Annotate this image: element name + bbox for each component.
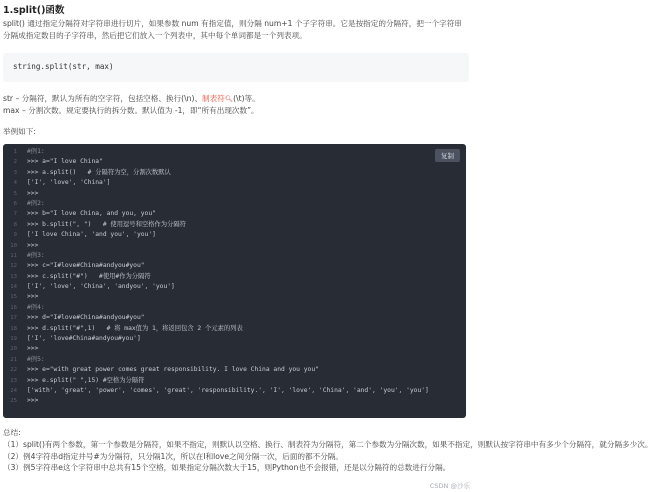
line-number: 24 xyxy=(10,387,17,394)
line-number: 8 xyxy=(13,221,17,228)
code-text: #例2: xyxy=(27,199,45,207)
code-text: >>> d.split("#",1) # 将 max值为 1，将返回包含 2 个元素的列表 xyxy=(27,324,243,332)
code-line xyxy=(3,241,466,251)
summary-item: （3）例5字符串e这个字符串中总共有15个空格，如果指定分隔次数大于15，则Python也不会报错，还是以分隔符的总数进行分隔。 xyxy=(3,463,451,473)
code-line xyxy=(3,355,466,365)
intro-paragraph: split() 通过指定分隔符对字符串进行切片，如果参数 num 有指定值，则分隔 num+1 个子字符串。它是按指定的分隔符，把一个字符串分隔成指定数目的子字符串，然后把它们放入一个列表中，其中每个单词都是一个列表项。 xyxy=(3,19,462,40)
line-number: 18 xyxy=(10,325,17,332)
code-lines xyxy=(3,147,466,407)
code-line xyxy=(3,282,466,292)
line-number: 3 xyxy=(13,169,17,176)
code-line xyxy=(3,147,466,157)
signature-code-block xyxy=(3,53,469,82)
line-number: 10 xyxy=(10,242,17,249)
watermark: CSDN @沙乐 xyxy=(429,482,470,490)
code-text: >>> e="with great power comes great responsibility. I love China and you you" xyxy=(27,366,319,374)
code-text: ['I', 'love#China#andyou#you'] xyxy=(27,335,141,343)
code-text: >>> xyxy=(27,345,39,353)
summary-item: （2）例4字符串d指定井号#为分隔符，只分隔1次，所以在I和love之间分隔一次，后面的都不分隔。 xyxy=(3,451,343,461)
code-line xyxy=(3,220,466,230)
line-number: 19 xyxy=(10,336,17,343)
code-text: >>> a.split() # 分隔符为空，分割次数默认 xyxy=(27,168,171,176)
section-heading: 1.split()函数 xyxy=(3,5,65,16)
code-line xyxy=(3,386,466,396)
search-icon[interactable]: 🔍︎ xyxy=(224,95,234,103)
code-text: >>> xyxy=(27,397,39,405)
code-text: #例4: xyxy=(27,303,45,311)
code-text: ['I', 'love', 'China', 'andyou', 'you'] xyxy=(27,283,175,291)
code-text: >>> e.split(" ",15) #空格为分隔符 xyxy=(27,376,145,384)
code-line xyxy=(3,272,466,282)
example-code-block xyxy=(3,144,466,418)
code-text: ['with', 'great', 'power', 'comes', 'great', 'responsibility.', 'I', 'love', 'China', 'and', 'you', 'you'] xyxy=(27,386,429,394)
param-str: str – 分隔符，默认为所有的空字符，包括空格、换行(\n)、制表符🔍︎(\t)等。 xyxy=(3,94,260,103)
code-text: ['I love China', 'and you', 'you'] xyxy=(27,231,156,239)
code-text: ['I', 'love', 'China'] xyxy=(27,179,111,187)
summary-item: （1）split()有两个参数，第一个参数是分隔符，如果不指定，则默认以空格、换行、制表符为分隔符，第二个参数为分隔次数，如果不指定，则默认按字符串中有多少个分隔符，就分隔多少次。 xyxy=(3,439,652,449)
code-line xyxy=(3,209,466,219)
line-number: 14 xyxy=(10,284,17,291)
code-text: #例5: xyxy=(27,355,45,363)
code-line xyxy=(3,251,466,261)
code-line xyxy=(3,178,466,188)
code-line xyxy=(3,199,466,209)
code-text: >>> b="I love China, and you, you" xyxy=(27,210,156,218)
code-line xyxy=(3,313,466,323)
keyword-link-tab[interactable]: 制表符 xyxy=(202,94,225,103)
line-number: 13 xyxy=(10,273,17,280)
code-text: >>> c="I#love#China#andyou#you" xyxy=(27,262,145,270)
line-number: 22 xyxy=(10,367,17,374)
code-line xyxy=(3,230,466,240)
code-line xyxy=(3,396,466,406)
line-number: 15 xyxy=(10,294,17,301)
code-line xyxy=(3,376,466,386)
line-number: 21 xyxy=(10,356,17,363)
line-number: 6 xyxy=(13,200,17,207)
line-number: 5 xyxy=(13,190,17,197)
code-line xyxy=(3,303,466,313)
code-text: >>> xyxy=(27,189,39,197)
code-text: #例3: xyxy=(27,251,45,259)
code-text: >>> xyxy=(27,293,39,301)
code-line xyxy=(3,157,466,167)
line-number: 9 xyxy=(13,232,17,239)
code-line xyxy=(3,324,466,334)
summary-title: 总结: xyxy=(3,428,21,437)
summary-section xyxy=(3,427,652,474)
params-description xyxy=(3,93,469,117)
param-max: max – 分割次数。规定要执行的拆分数。默认值为 -1，即“所有出现次数”。 xyxy=(3,106,259,115)
line-number: 4 xyxy=(13,180,17,187)
line-number: 25 xyxy=(10,398,17,405)
code-text: #例1: xyxy=(27,148,45,155)
code-text: >>> b.split(", ") # 使用逗号和空格作为分隔符 xyxy=(27,220,186,228)
code-line xyxy=(3,261,466,271)
code-text: >>> a="I love China" xyxy=(27,158,103,166)
line-number: 12 xyxy=(10,263,17,270)
code-line xyxy=(3,292,466,302)
code-line xyxy=(3,168,466,178)
code-line xyxy=(3,334,466,344)
line-number: 23 xyxy=(10,377,17,384)
line-number: 17 xyxy=(10,315,17,322)
code-text: >>> xyxy=(27,241,39,249)
code-text: >>> c.split("#") #使用#作为分隔符 xyxy=(27,272,151,280)
example-label: 举例如下: xyxy=(3,127,36,136)
code-line xyxy=(3,344,466,354)
code-text: >>> d="I#love#China#andyou#you" xyxy=(27,314,145,322)
line-number: 1 xyxy=(13,149,17,155)
code-line xyxy=(3,365,466,375)
line-number: 2 xyxy=(13,159,17,166)
line-number: 7 xyxy=(13,211,17,218)
copy-button[interactable]: 复制 xyxy=(435,149,460,162)
code-line xyxy=(3,189,466,199)
line-number: 16 xyxy=(10,304,17,311)
line-number: 11 xyxy=(10,252,17,259)
line-number: 20 xyxy=(10,346,17,353)
signature-text: string.split(str, max) xyxy=(13,62,114,71)
